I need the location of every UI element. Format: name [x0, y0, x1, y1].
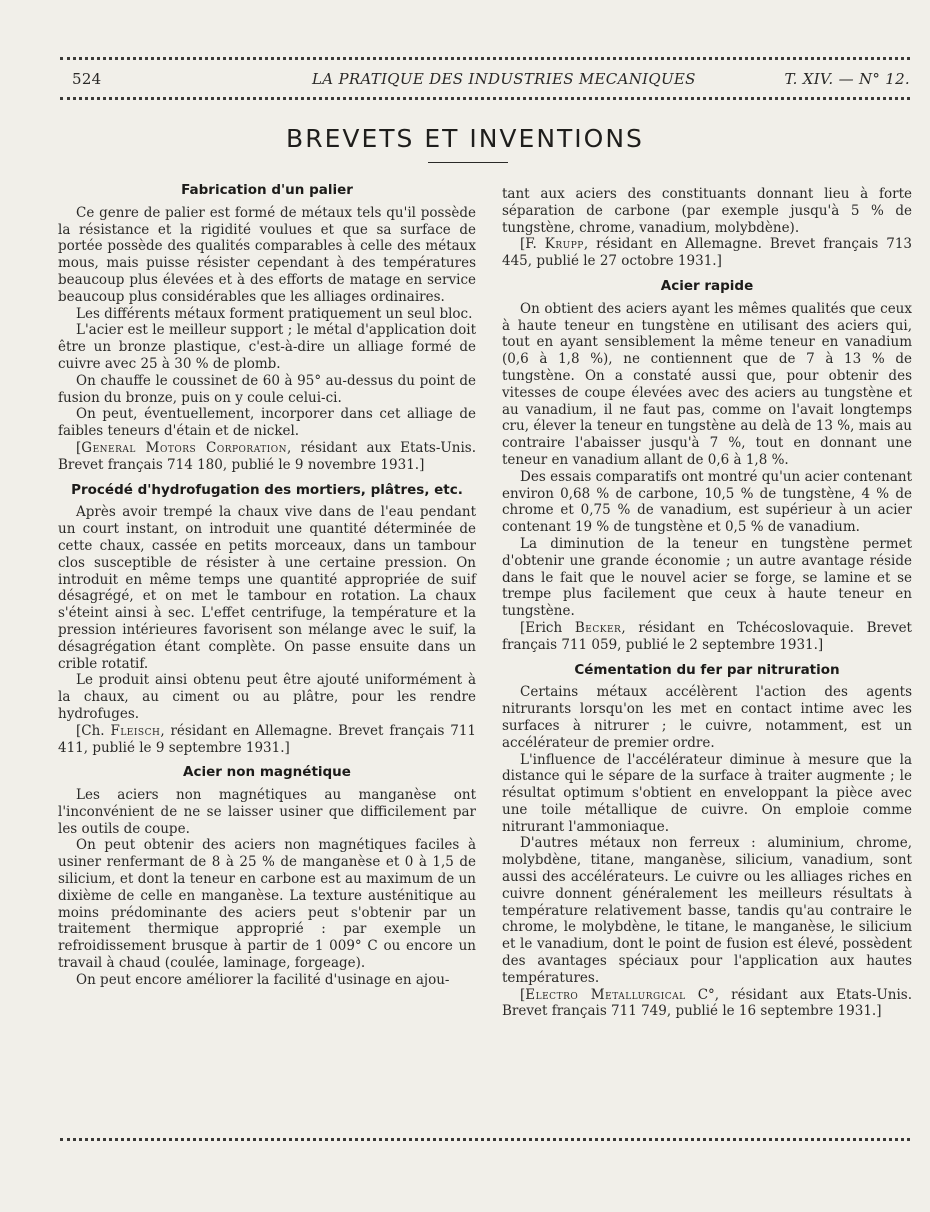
- patent-holder: Krupp: [544, 236, 584, 253]
- paragraph: L'influence de l'accélérateur diminue à mesure que la distance qui le sépare de la surface à traiter augmente ; le résultat optimum s'obtient en enveloppant la pièce avec une toile métallique de cuivre. On emploie comme nitrurant l'ammoniaque.: [502, 751, 912, 835]
- top-dotted-rule: [60, 57, 910, 60]
- patent-holder: Becker: [574, 619, 622, 636]
- paragraph: Les différents métaux forment pratiquement un seul bloc.: [76, 305, 473, 322]
- paragraph: On obtient des aciers ayant les mêmes qualités que ceux à haute teneur en tungstène en utilisant des aciers qui, tout en ayant sensiblement la même teneur en vanadium (0,6 à 1,8 %), ne contiennent que de 7 à 13 % de tungstène. On a constaté aussi que, pour obtenir des vitesses de coupe élevées avec des aciers au tungstène et au vanadium, il ne faut pas, comme on l'avait longtemps cru, élever la teneur en tungstène au delà de 13 %, mais au contraire l'abaisser jusqu'à 7 %, tout en donnant une teneur en vanadium allant de 0,6 à 1,8 %.: [502, 300, 912, 468]
- header-dotted-rule: [60, 97, 910, 100]
- patent-holder-initial: Ch.: [81, 722, 111, 739]
- paragraph: Après avoir trempé la chaux vive dans de l'eau pendant un court instant, on introduit une quantité déterminée de cette chaux, cassée en petits morceaux, dans un tambour clos susceptible de résister à une certaine pression. On introduit en même temps une quantité appropriée de suif désagrégé, et on met le tambour en rotation. La chaux s'éteint ainsi à sec. L'effet centrifuge, la température et la pression intérieures favorisent son mélange avec le suif, la désagrégation étant complète. On passe ensuite dans un crible rotatif.: [58, 504, 476, 672]
- article-title-palier: Fabrication d'un palier: [181, 182, 353, 198]
- paragraph-continued: tant aux aciers des constituants donnant lieu à forte séparation de carbone (par exemple jusqu'à 5 % de tungstène, chrome, vanadium, molybdène).: [502, 186, 912, 236]
- patent-reference: [Ch. Fleisch, résidant en Allemagne. Brevet français 711 411, publié le 9 septembre 1931.]: [58, 722, 476, 756]
- section-title: BREVETS ET INVENTIONS: [286, 124, 644, 153]
- patent-reference: [Electro Metallurgical C°, résidant aux Etats-Unis. Brevet français 711 749, publié le 16 septembre 1931.]: [502, 986, 912, 1020]
- paragraph: On peut obtenir des aciers non magnétiques faciles à usiner renfermant de 8 à 25 % de manganèse et 0 à 1,5 de silicium, et dont la teneur en carbone est au maximum de un dixième de celle en manganèse. La texture austénitique au moins prédominante des aciers peut s'obtenir par un traitement thermique approprié : par exemple un refroidissement brusque à partir de 1 009° C ou encore un travail à chaud (coulée, laminage, forgeage).: [58, 837, 476, 972]
- paragraph: L'acier est le meilleur support ; le métal d'application doit être un bronze plastique, c'est-à-dire un alliage formé de cuivre avec 25 à 30 % de plomb.: [58, 322, 476, 372]
- running-head: [72, 70, 910, 92]
- article-title-hydrofugation: Procédé d'hydrofugation des mortiers, plâtres, etc.: [71, 481, 463, 498]
- patent-holder: Electro Metallurgical: [525, 986, 686, 1003]
- article-title-rapide: Acier rapide: [660, 277, 754, 294]
- patent-holder: Fleisch: [110, 722, 161, 739]
- patent-holder: General Motors Corporation: [81, 439, 288, 456]
- article-title-nitruration: Cémentation du fer par nitruration: [574, 661, 840, 678]
- paragraph: Ce genre de palier est formé de métaux tels qu'il possède la résistance et la rigidité voulues et que sa surface de portée possède des qualités comparables à celle des métaux mous, mais puisse résister cependant à des températures beaucoup plus élevées et à des efforts de matage en service beaucoup plus considérables que les alliages ordinaires.: [58, 204, 476, 305]
- patent-holder-initial: F.: [525, 236, 545, 253]
- patent-details: , résidant en Allemagne. Brevet français 713 445, publié le 27 octobre 1931.]: [502, 236, 912, 270]
- paragraph: Des essais comparatifs ont montré qu'un acier contenant environ 0,68 % de carbone, 10,5 % de tungstène, 4 % de chrome et 0,75 % de vanadium, est supérieur à un acier contenant 19 % de tungstène et 0,5 % de vanadium.: [502, 468, 912, 536]
- paragraph: On peut encore améliorer la facilité d'usinage en ajou-: [76, 971, 450, 988]
- right-column: [502, 186, 912, 1020]
- paragraph: D'autres métaux non ferreux : aluminium, chrome, molybdène, titane, manganèse, silicium, vanadium, sont aussi des accélérateurs. Le cuivre ou les alliages riches en cuivre donnent généralement les meilleurs résultats à température relativement basse, tandis qu'au contraire le chrome, le molybdène, le titane, le manganèse, le silicium et le vanadium, dont le point de fusion est élevé, possèdent des avantages spéciaux pour l'application aux hautes températures.: [502, 835, 912, 986]
- paragraph: Les aciers non magnétiques au manganèse ont l'inconvénient de ne se laisser usiner que difficilement par les outils de coupe.: [58, 787, 476, 837]
- title-underline: [428, 162, 508, 163]
- article-title-amagnetique: Acier non magnétique: [183, 764, 351, 781]
- patent-reference: [Erich Becker, résidant en Tchécoslovaquie. Brevet français 711 059, publié le 2 septembre 1931.]: [502, 619, 912, 653]
- footer-dotted-rule: [60, 1138, 910, 1141]
- paragraph: La diminution de la teneur en tungstène permet d'obtenir une grande économie ; un autre avantage réside dans le fait que le nouvel acier se forge, se lamine et se trempe plus facilement que ceux à haute teneur en tungstène.: [502, 535, 912, 620]
- page-number: 524: [72, 70, 102, 88]
- left-column: [58, 180, 476, 989]
- patent-details: , résidant en Allemagne. Brevet français 711 411, publié le 9 septembre 1931.]: [58, 722, 476, 756]
- journal-title: LA PRATIQUE DES INDUSTRIES MECANIQUES: [312, 70, 696, 88]
- patent-reference: [General Motors Corporation, résidant aux Etats-Unis. Brevet français 714 180, publié le 9 novembre 1931.]: [58, 439, 477, 473]
- patent-details: , résidant aux Etats-Unis. Brevet français 714 180, publié le 9 novembre 1931.]: [58, 439, 477, 473]
- patent-holder-initial: Erich: [525, 619, 575, 636]
- paragraph: On chauffe le coussinet de 60 à 95° au-dessus du point de fusion du bronze, puis on y coule celui-ci.: [58, 372, 476, 406]
- patent-reference: [F. Krupp, résidant en Allemagne. Brevet français 713 445, publié le 27 octobre 1931.]: [502, 236, 912, 270]
- paragraph: On peut, éventuellement, incorporer dans cet alliage de faibles teneurs d'étain et de nickel.: [58, 406, 476, 440]
- paragraph: Certains métaux accélèrent l'action des agents nitrurants lorsqu'on les met en contact intime avec les surfaces à nitrurer ; le cuivre, notamment, est un accélérateur de premier ordre.: [502, 684, 912, 751]
- patent-details: C°, résidant aux Etats-Unis. Brevet français 711 749, publié le 16 septembre 1931.]: [502, 986, 912, 1020]
- paragraph: Le produit ainsi obtenu peut être ajouté uniformément à la chaux, au ciment ou au plâtre, pour les rendre hydrofuges.: [58, 672, 476, 722]
- volume-number: T. XIV. — N° 12.: [784, 70, 910, 88]
- patent-details: , résidant en Tchécoslovaquie. Brevet français 711 059, publié le 2 septembre 1931.]: [502, 619, 912, 653]
